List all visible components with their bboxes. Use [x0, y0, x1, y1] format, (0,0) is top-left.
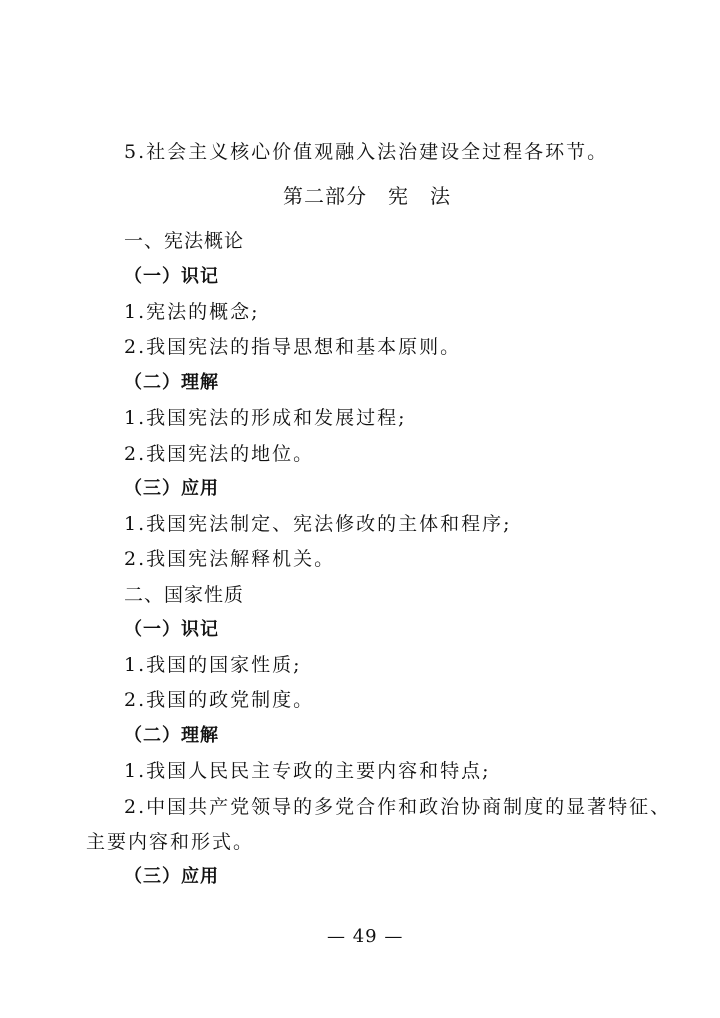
list-item: 1.我国宪法的形成和发展过程;	[124, 407, 407, 429]
subsection-heading: （三）应用	[124, 866, 219, 887]
section-heading: 一、宪法概论	[124, 230, 245, 252]
list-item: 2.我国的政党制度。	[124, 689, 315, 711]
list-item: 2.中国共产党领导的多党合作和政治协商制度的显著特征、	[124, 796, 672, 818]
list-item: 1.我国宪法制定、宪法修改的主体和程序;	[124, 513, 512, 535]
list-item: 1.宪法的概念;	[124, 301, 260, 323]
subsection-heading: （一）识记	[124, 619, 219, 640]
part-title: 第二部分 宪 法	[283, 184, 451, 208]
list-item: 1.我国人民民主专政的主要内容和特点;	[124, 760, 491, 782]
subsection-heading: （三）应用	[124, 478, 219, 499]
list-item: 2.我国宪法解释机关。	[124, 548, 336, 570]
list-item: 5.社会主义核心价值观融入法治建设全过程各环节。	[124, 141, 609, 163]
page-number: — 49 —	[327, 926, 404, 947]
section-heading: 二、国家性质	[124, 584, 245, 606]
subsection-heading: （二）理解	[124, 372, 219, 393]
list-item: 2.我国宪法的指导思想和基本原则。	[124, 336, 462, 358]
list-item: 1.我国的国家性质;	[124, 654, 302, 676]
subsection-heading: （二）理解	[124, 725, 219, 746]
subsection-heading: （一）识记	[124, 266, 219, 287]
list-item-continuation: 主要内容和形式。	[86, 831, 255, 853]
list-item: 2.我国宪法的地位。	[124, 443, 315, 465]
